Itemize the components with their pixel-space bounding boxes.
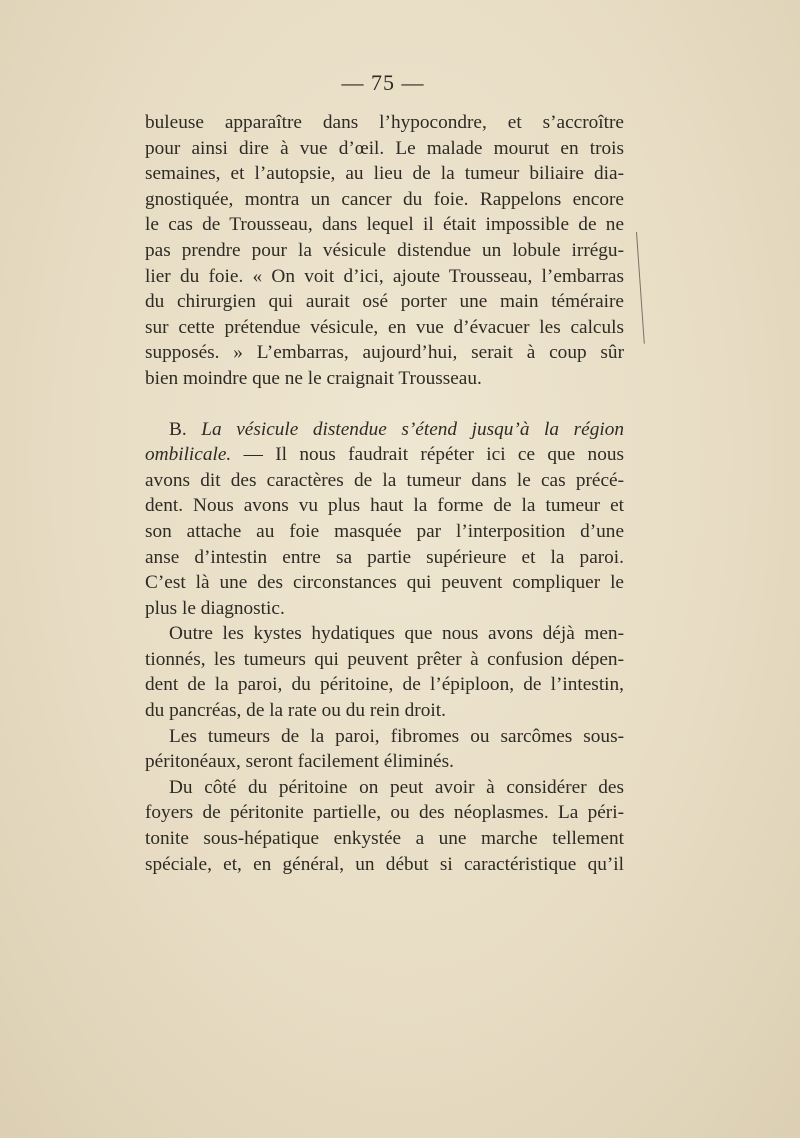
text-line: pour ainsi dire à vue d’œil. Le malade mourut en trois	[145, 137, 624, 159]
text-line: Outre les kystes hydatiques que nous avons déjà men-	[169, 623, 624, 645]
text-line: dent de la paroi, du péritoine, de l’épiploon, de l’intestin,	[145, 674, 624, 696]
text-line	[145, 442, 624, 468]
text-line: tonite sous-hépatique enkystée a une marche tellement	[145, 828, 624, 850]
section-title-italic-continued: ombilicale.	[145, 444, 232, 466]
paragraph-4	[145, 724, 624, 775]
page-number: — 75 —	[341, 70, 425, 95]
text-run: — Il nous faudrait répéter ici ce que nous	[231, 444, 624, 466]
paragraph-1	[145, 110, 624, 392]
text-line: spéciale, et, en général, un début si caractéristique qu’il	[145, 853, 624, 875]
text-line: lier du foie. « On voit d’ici, ajoute Trousseau, l’embarras	[145, 265, 624, 287]
text-line: Les tumeurs de la paroi, fibromes ou sarcômes sous-	[169, 725, 624, 747]
text-line: du chirurgien qui aurait osé porter une main téméraire	[145, 291, 624, 313]
text-line: foyers de péritonite partielle, ou des néoplasmes. La péri-	[145, 802, 624, 824]
text-line: le cas de Trousseau, dans lequel il était impossible de ne	[145, 214, 624, 236]
text-line: anse d’intestin entre sa partie supérieure et la paroi.	[145, 546, 624, 568]
text-line: péritonéaux, seront facilement éliminés.	[145, 751, 454, 773]
section-heading-line	[145, 417, 624, 443]
text-line: du pancréas, de la rate ou du rein droit.	[145, 700, 446, 722]
text-line: semaines, et l’autopsie, au lieu de la tumeur biliaire dia-	[145, 163, 624, 185]
text-line: buleuse apparaître dans l’hypocondre, et s’accroître	[145, 112, 624, 133]
text-line: bien moindre que ne le craignait Trousseau.	[145, 367, 482, 389]
text-line: pas prendre pour la vésicule distendue un lobule irrégu-	[145, 239, 624, 261]
text-line: tionnés, les tumeurs qui peuvent prêter à confusion dépen-	[145, 648, 624, 670]
paragraph-5	[145, 775, 624, 877]
text-line: supposés. » L’embarras, aujourd’hui, serait à coup sûr	[145, 342, 624, 364]
text-line: gnostiquée, montra un cancer du foie. Rappelons encore	[145, 188, 624, 210]
text-line: Du côté du péritoine on peut avoir à considérer des	[169, 776, 624, 798]
text-line: avons dit des caractères de la tumeur dans le cas précé-	[145, 469, 624, 491]
text-line: sur cette prétendue vésicule, en vue d’évacuer les calculs	[145, 316, 624, 338]
section-title-italic: La vésicule distendue s’étend jusqu’à la région	[201, 418, 624, 440]
text-line: C’est là une des circonstances qui peuvent compliquer le	[145, 572, 624, 594]
paragraph-section-b	[145, 417, 624, 622]
text-line: dent. Nous avons vu plus haut la forme de la tumeur et	[145, 495, 624, 517]
paragraph-3	[145, 621, 624, 723]
section-letter: B.	[169, 418, 202, 440]
text-line: plus le diagnostic.	[145, 597, 285, 619]
text-line: son attache au foie masquée par l’interposition d’une	[145, 520, 624, 542]
body-text	[145, 110, 624, 877]
margin-pencil-mark	[636, 231, 661, 344]
